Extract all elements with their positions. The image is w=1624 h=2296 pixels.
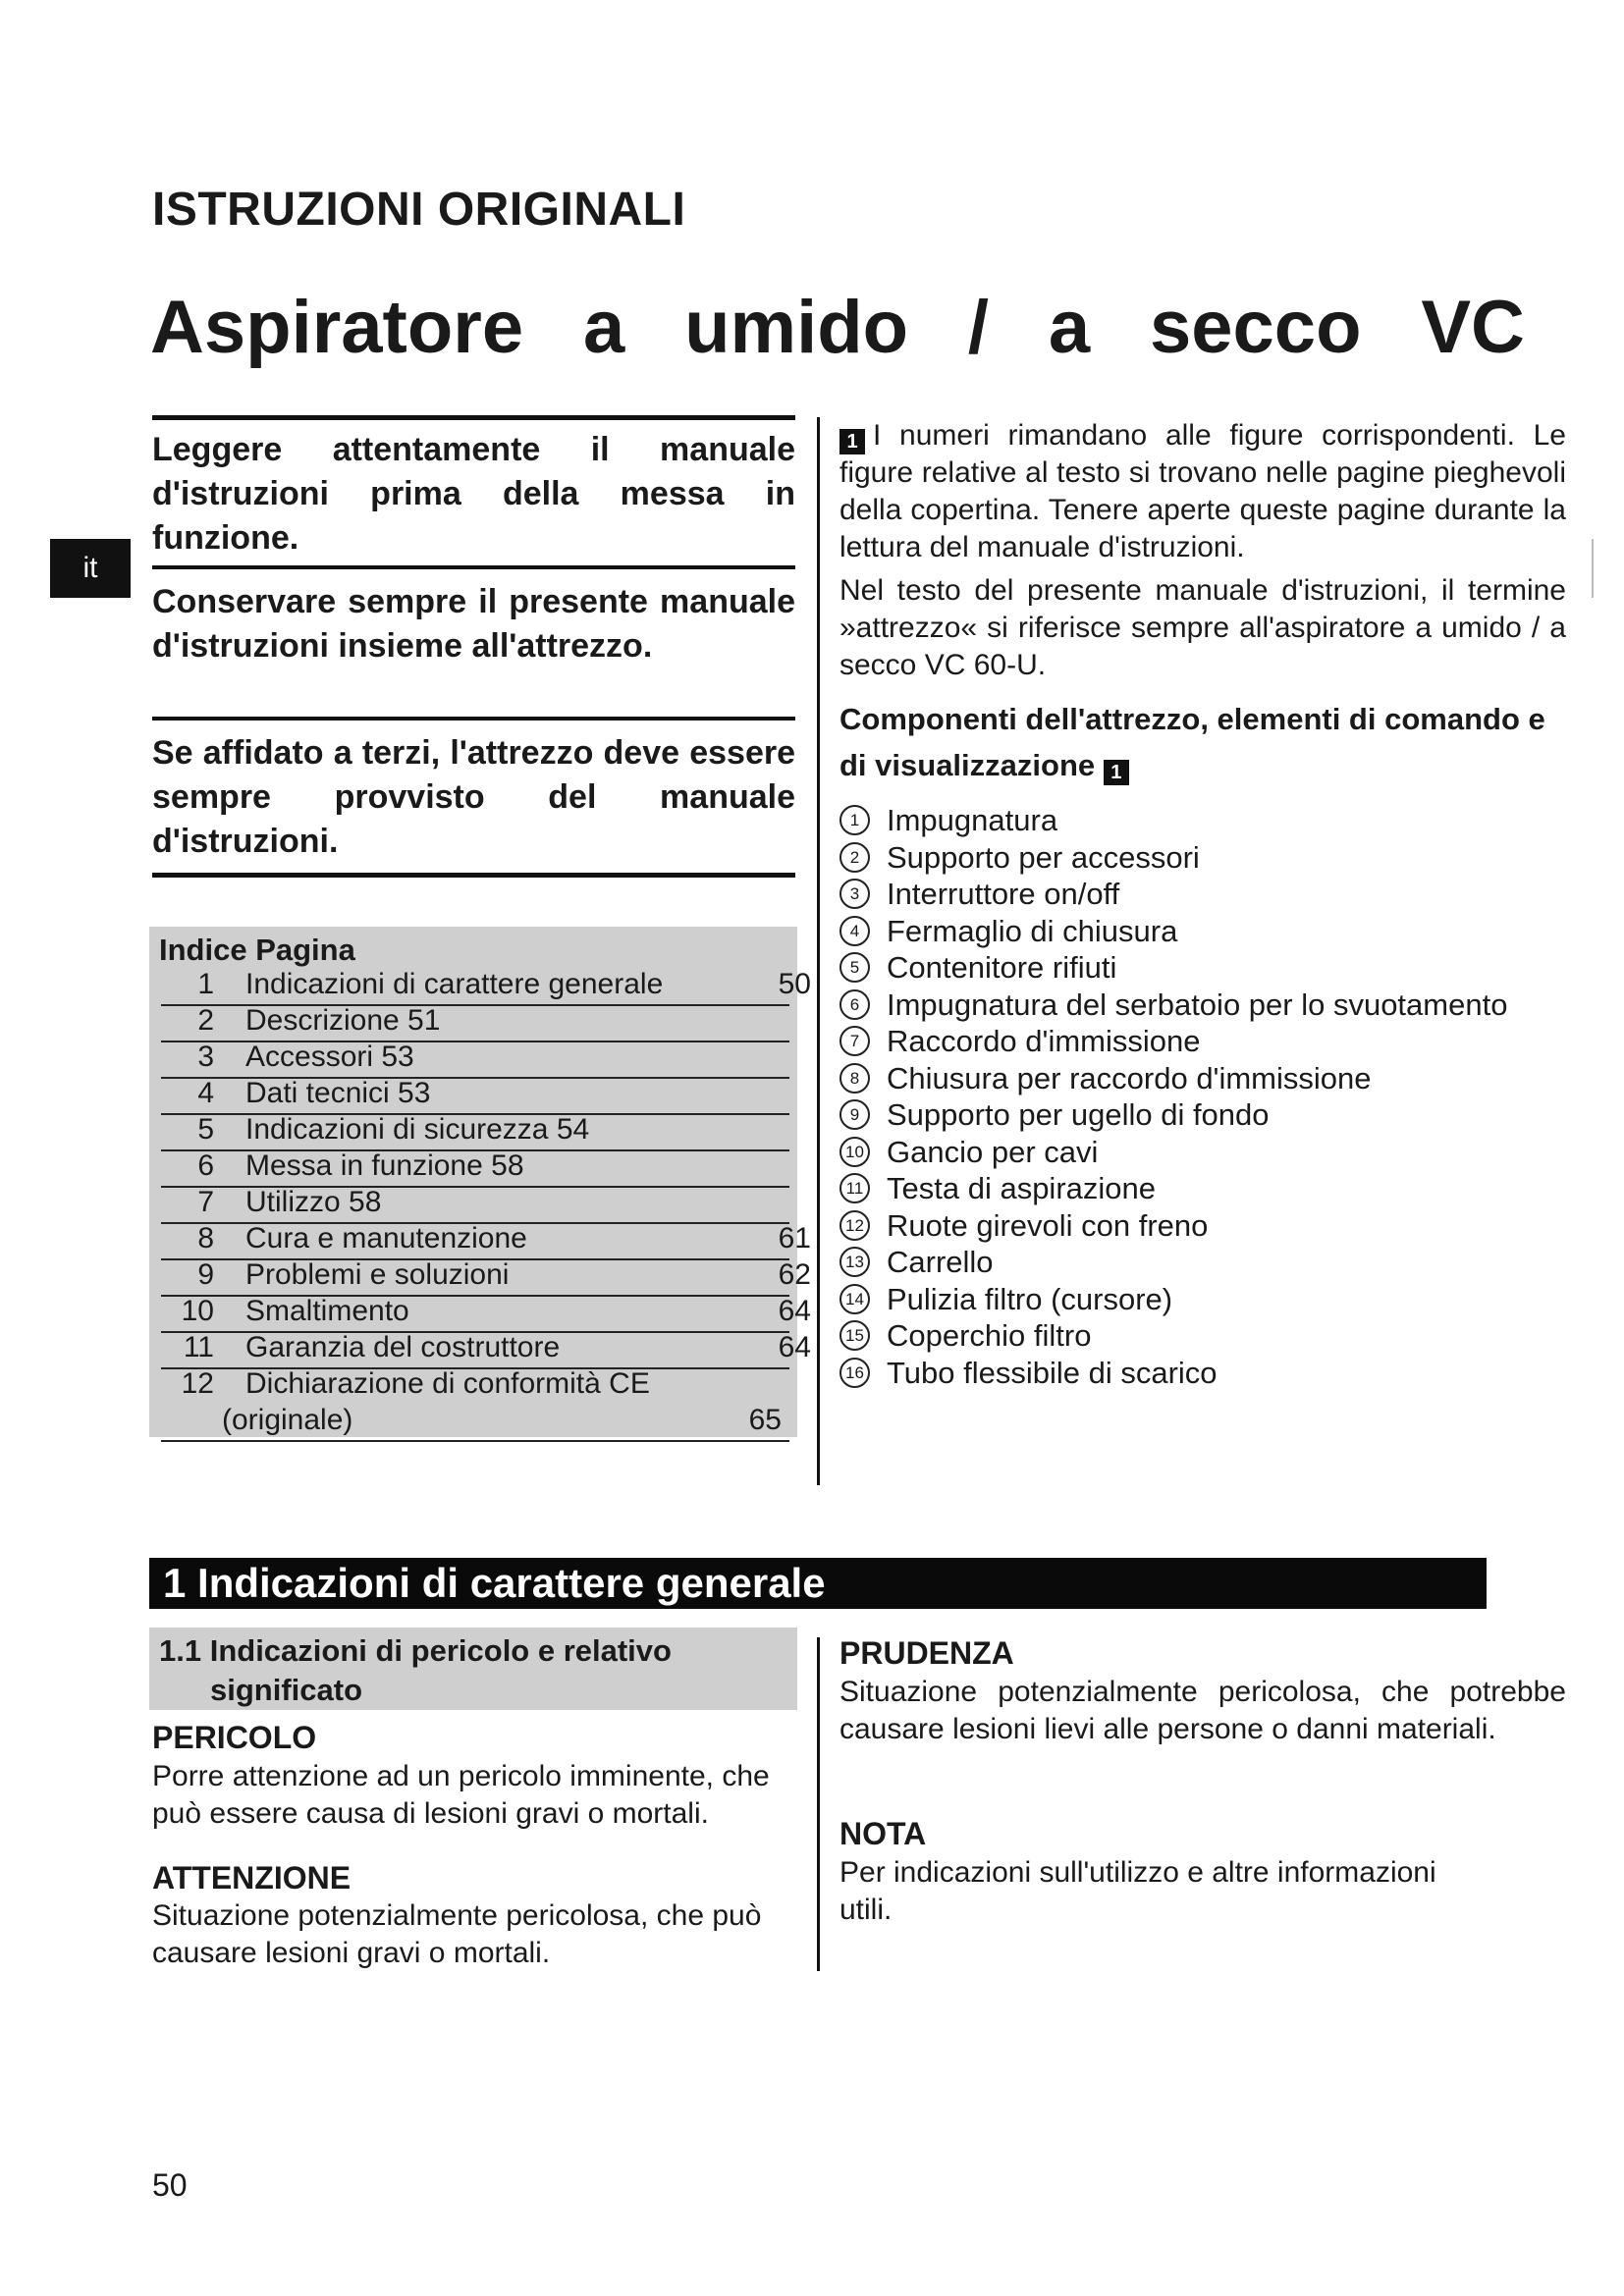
third-parties-note: Se affidato a terzi, l'attrezzo deve essere sempre provvisto del manuale d'istruzioni.: [152, 734, 795, 860]
toc-row: 3 Accessori 53: [161, 1041, 789, 1079]
components-heading: Componenti dell'attrezzo, elementi di comando e di visualizzazione 1: [839, 702, 1545, 783]
read-carefully-note: Leggere attentamente il manuale d'istruzioni prima della messa in funzione.: [152, 431, 795, 557]
toc-row: 12 Dichiarazione di conformità CE: [181, 1367, 650, 1400]
circled-number-icon: 5: [839, 952, 870, 983]
toc-row: 8 Cura e manutenzione 61: [161, 1222, 789, 1260]
toc-row: 1 Indicazioni di carattere generale 50: [161, 968, 789, 1006]
circled-number-icon: 3: [839, 879, 870, 909]
components-list: [839, 802, 1566, 1391]
circled-number-icon: 2: [839, 842, 870, 873]
prudenza-label: PRUDENZA: [839, 1635, 1014, 1671]
circled-number-icon: 8: [839, 1063, 870, 1094]
toc-row: 7 Utilizzo 58: [161, 1186, 789, 1224]
toc-row: 2 Descrizione 51: [161, 1004, 789, 1042]
rule-4: [152, 873, 795, 878]
circled-number-icon: 9: [839, 1099, 870, 1130]
attenzione-text: Situazione potenzialmente pericolosa, che può causare lesioni gravi o mortali.: [152, 1899, 762, 1969]
title-word: /: [967, 286, 990, 369]
attenzione-label: ATTENZIONE: [152, 1860, 352, 1896]
title-word: a: [1048, 286, 1091, 369]
nota-text: Per indicazioni sull'utilizzo e altre informazioni utili.: [839, 1856, 1436, 1926]
column-divider-top: [817, 417, 820, 1485]
toc-header: Indice Pagina: [159, 933, 355, 967]
pericolo-text: Porre attenzione ad un pericolo imminente, che può essere causa di lesioni gravi o mortali.: [152, 1760, 770, 1830]
prudenza-text: Situazione potenzialmente pericolosa, che potrebbe causare lesioni lievi alle persone o danni materiali.: [839, 1676, 1566, 1745]
toc-row: 4 Dati tecnici 53: [161, 1077, 789, 1115]
component-item: 4 Fermaglio di chiusura: [839, 913, 1566, 950]
circled-number-icon: 10: [839, 1137, 870, 1167]
component-item: 12 Ruote girevoli con freno: [839, 1207, 1566, 1245]
circled-number-icon: 7: [839, 1026, 870, 1056]
component-item: 6 Impugnatura del serbatoio per lo svuotamento: [839, 987, 1566, 1024]
page-number: 50: [152, 2167, 188, 2203]
component-item: 8 Chiusura per raccordo d'immissione: [839, 1060, 1566, 1097]
component-item: 15 Coperchio filtro: [839, 1317, 1566, 1355]
component-item: 13 Carrello: [839, 1244, 1566, 1281]
table-of-contents: [149, 927, 811, 1437]
circled-number-icon: 6: [839, 989, 870, 1020]
page-edge-mark: [1592, 539, 1594, 598]
document-title: [150, 285, 1525, 370]
component-item: 3 Interruttore on/off: [839, 876, 1566, 913]
toc-row: 9 Problemi e soluzioni 62: [161, 1258, 789, 1297]
circled-number-icon: 14: [839, 1284, 870, 1314]
column-divider-bottom: [817, 1637, 820, 1971]
rule-2: [152, 565, 795, 569]
circled-number-icon: 16: [839, 1358, 870, 1388]
toc-row: 10 Smaltimento 64: [161, 1295, 789, 1333]
toc-row: 6 Messa in funzione 58: [161, 1149, 789, 1188]
figure-1-icon: 1: [839, 429, 865, 454]
component-item: 1 Impugnatura: [839, 802, 1566, 839]
component-item: 2 Supporto per accessori: [839, 839, 1566, 877]
title-word: Aspiratore: [150, 286, 524, 369]
title-word: VC: [1421, 286, 1525, 369]
toc-row: 11 Garanzia del costruttore 64: [161, 1331, 789, 1369]
circled-number-icon: 12: [839, 1210, 870, 1241]
term-definition-paragraph: Nel testo del presente manuale d'istruzioni, il termine »attrezzo« si riferisce sempre all'aspiratore a umido / a secco VC 60-U.: [839, 574, 1566, 681]
figure-reference-paragraph: 1 I numeri rimandano alle figure corrispondenti. Le figure relative al testo si trovano nelle pagine pieghevoli della copertina. Tenere aperte queste pagine durante la lettura del manuale d'istruzioni.: [839, 419, 1566, 563]
keep-manual-note: Conservare sempre il presente manuale d'istruzioni insieme all'attrezzo.: [152, 583, 795, 665]
title-word: secco: [1150, 286, 1362, 369]
document-subtitle: ISTRUZIONI ORIGINALI: [152, 184, 686, 236]
nota-label: NOTA: [839, 1816, 927, 1851]
circled-number-icon: 13: [839, 1247, 870, 1277]
component-item: 5 Contenitore rifiuti: [839, 949, 1566, 987]
rule-3: [152, 717, 795, 721]
rule-top: [152, 415, 795, 420]
component-item: 14 Pulizia filtro (cursore): [839, 1281, 1566, 1318]
component-item: 7 Raccordo d'immissione: [839, 1023, 1566, 1060]
circled-number-icon: 15: [839, 1320, 870, 1351]
component-item: 10 Gancio per cavi: [839, 1134, 1566, 1171]
component-item: 16 Tubo flessibile di scarico: [839, 1355, 1566, 1392]
subsection-heading: 1.1 Indicazioni di pericolo e relativo significato: [149, 1628, 797, 1710]
right-column-intro: [839, 417, 1566, 1391]
section-heading: 1 Indicazioni di carattere generale: [149, 1558, 1487, 1609]
language-tab: it: [50, 539, 131, 598]
toc-row: 5 Indicazioni di sicurezza 54: [161, 1113, 789, 1151]
title-word: umido: [684, 286, 909, 369]
circled-number-icon: 1: [839, 805, 870, 835]
toc-row-continuation: (originale) 65: [161, 1404, 789, 1442]
pericolo-label: PERICOLO: [152, 1720, 317, 1755]
component-item: 9 Supporto per ugello di fondo: [839, 1096, 1566, 1134]
title-word: a: [582, 286, 625, 369]
circled-number-icon: 4: [839, 916, 870, 946]
figure-1-icon: 1: [1104, 760, 1129, 785]
circled-number-icon: 11: [839, 1173, 870, 1203]
component-item: 11 Testa di aspirazione: [839, 1170, 1566, 1207]
